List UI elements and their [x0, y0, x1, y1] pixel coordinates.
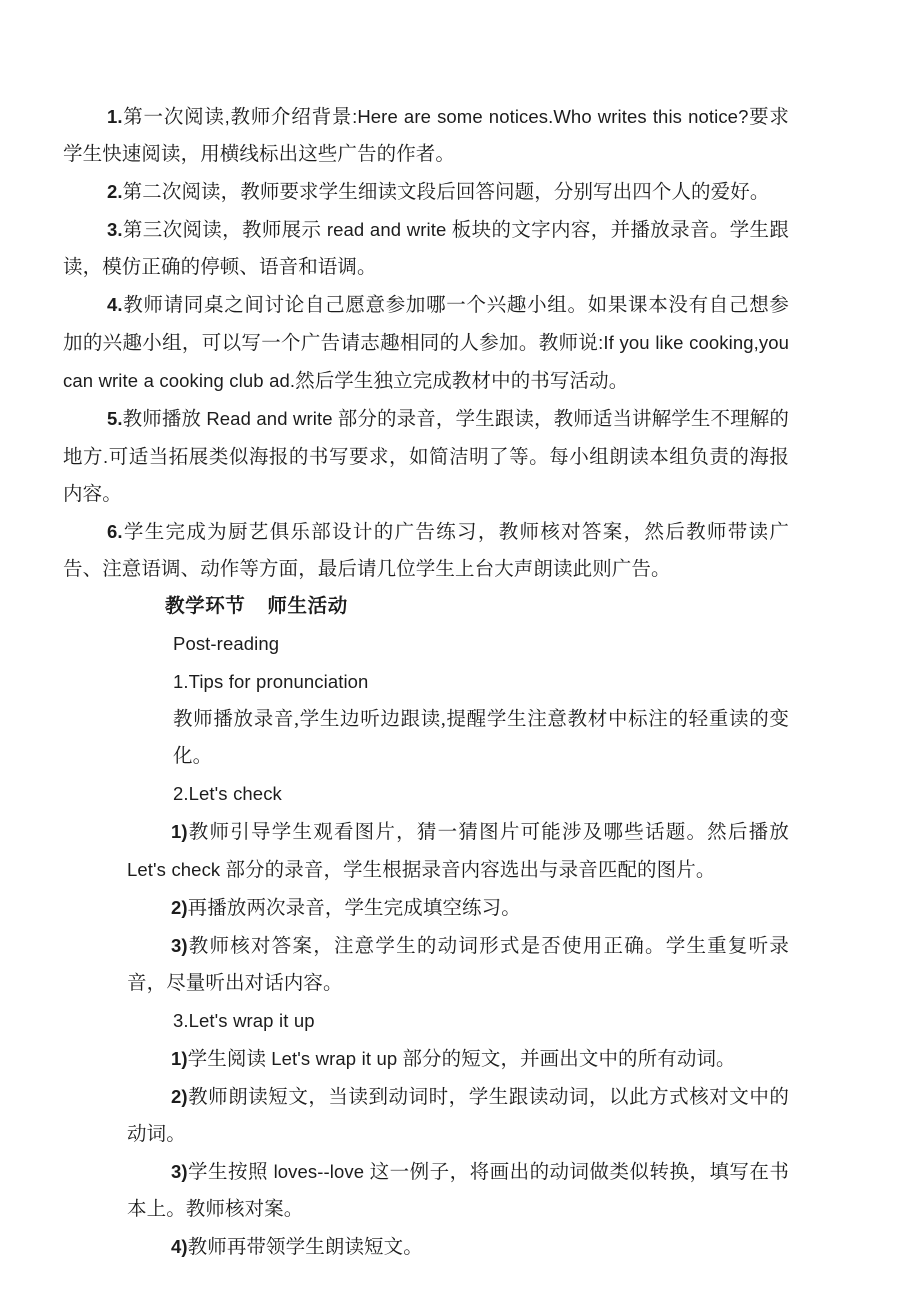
document-body [63, 98, 789, 1266]
wrap-it-up-heading: 3.Let's wrap it up [173, 1010, 315, 1031]
post-reading-title: Post-reading [173, 633, 280, 654]
paragraph-4: 4.教师请同桌之间讨论自己愿意参加哪一个兴趣小组。如果课本没有自己想参加的兴趣小组，可以写一个广告请志趣相同的人参加。教师说:If you like cooking,you can write a cooking club ad.然后学生独立完成教材中的书写活动。 [63, 294, 789, 392]
list-marker-1-paren: 1) [171, 821, 188, 842]
paragraph-2: 2.第二次阅读，教师要求学生细读文段后回答问题，分别写出四个人的爱好。 [107, 181, 770, 203]
tips-heading: 1.Tips for pronunciation [173, 671, 369, 692]
paragraph-5: 5.教师播放 Read and write 部分的录音，学生跟读，教师适当讲解学生不理解的地方.可适当拓展类似海报的书写要求，如简洁明了等。每小组朗读本组负责的海报内容。 [63, 408, 790, 505]
list-marker-6: 6. [107, 521, 123, 542]
list-marker-2-paren: 2) [171, 897, 188, 918]
section-heading [165, 588, 789, 625]
paragraph-1: 1.第一次阅读,教师介绍背景:Here are some notices.Who writes this notice?要求学生快速阅读，用横线标出这些广告的作者。 [63, 106, 789, 165]
list-marker-3-paren: 3) [171, 935, 188, 956]
section-heading-right: 师生活动 [267, 596, 348, 617]
wrap-it-up-body-4: 4)教师再带领学生朗读短文。 [171, 1236, 423, 1258]
tips-body-1: 教师播放录音,学生边听边跟读,提醒学生注意教材中标注的轻重读的变化。 [173, 709, 789, 767]
list-marker-5: 5. [107, 408, 123, 429]
lets-check-body-2: 2)再播放两次录音，学生完成填空练习。 [171, 897, 521, 919]
paragraph-3: 3.第三次阅读，教师展示 read and write 板块的文字内容，并播放录音。学生跟读，模仿正确的停顿、语音和语调。 [63, 219, 789, 278]
list-marker-3-paren-b: 3) [171, 1161, 188, 1182]
list-marker-4: 4. [107, 294, 123, 315]
section-heading-left: 教学环节 [165, 596, 246, 617]
paragraph-6: 6.学生完成为厨艺俱乐部设计的广告练习，教师核对答案，然后教师带读广告、注意语调、动作等方面，最后请几位学生上台大声朗读此则广告。 [63, 521, 789, 580]
list-marker-4-paren-b: 4) [171, 1236, 188, 1257]
list-marker-1: 1. [107, 106, 123, 127]
wrap-it-up-body-3: 3)学生按照 loves--love 这一例子，将画出的动词做类似转换，填写在书本上。教师核对案。 [127, 1161, 790, 1220]
wrap-it-up-body-2: 2)教师朗读短文，当读到动词时，学生跟读动词，以此方式核对文中的动词。 [127, 1086, 789, 1145]
lets-check-heading: 2.Let's check [173, 783, 282, 804]
list-marker-2: 2. [107, 181, 123, 202]
lets-check-body-3: 3)教师核对答案，注意学生的动词形式是否使用正确。学生重复听录音，尽量听出对话内容。 [127, 935, 789, 994]
list-marker-3: 3. [107, 219, 123, 240]
list-marker-1-paren-b: 1) [171, 1048, 188, 1069]
lets-check-body-1: 1)教师引导学生观看图片，猜一猜图片可能涉及哪些话题。然后播放 Let's check 部分的录音，学生根据录音内容选出与录音匹配的图片。 [127, 821, 789, 881]
wrap-it-up-body-1: 1)学生阅读 Let's wrap it up 部分的短文，并画出文中的所有动词。 [171, 1048, 736, 1070]
list-marker-2-paren-b: 2) [171, 1086, 188, 1107]
